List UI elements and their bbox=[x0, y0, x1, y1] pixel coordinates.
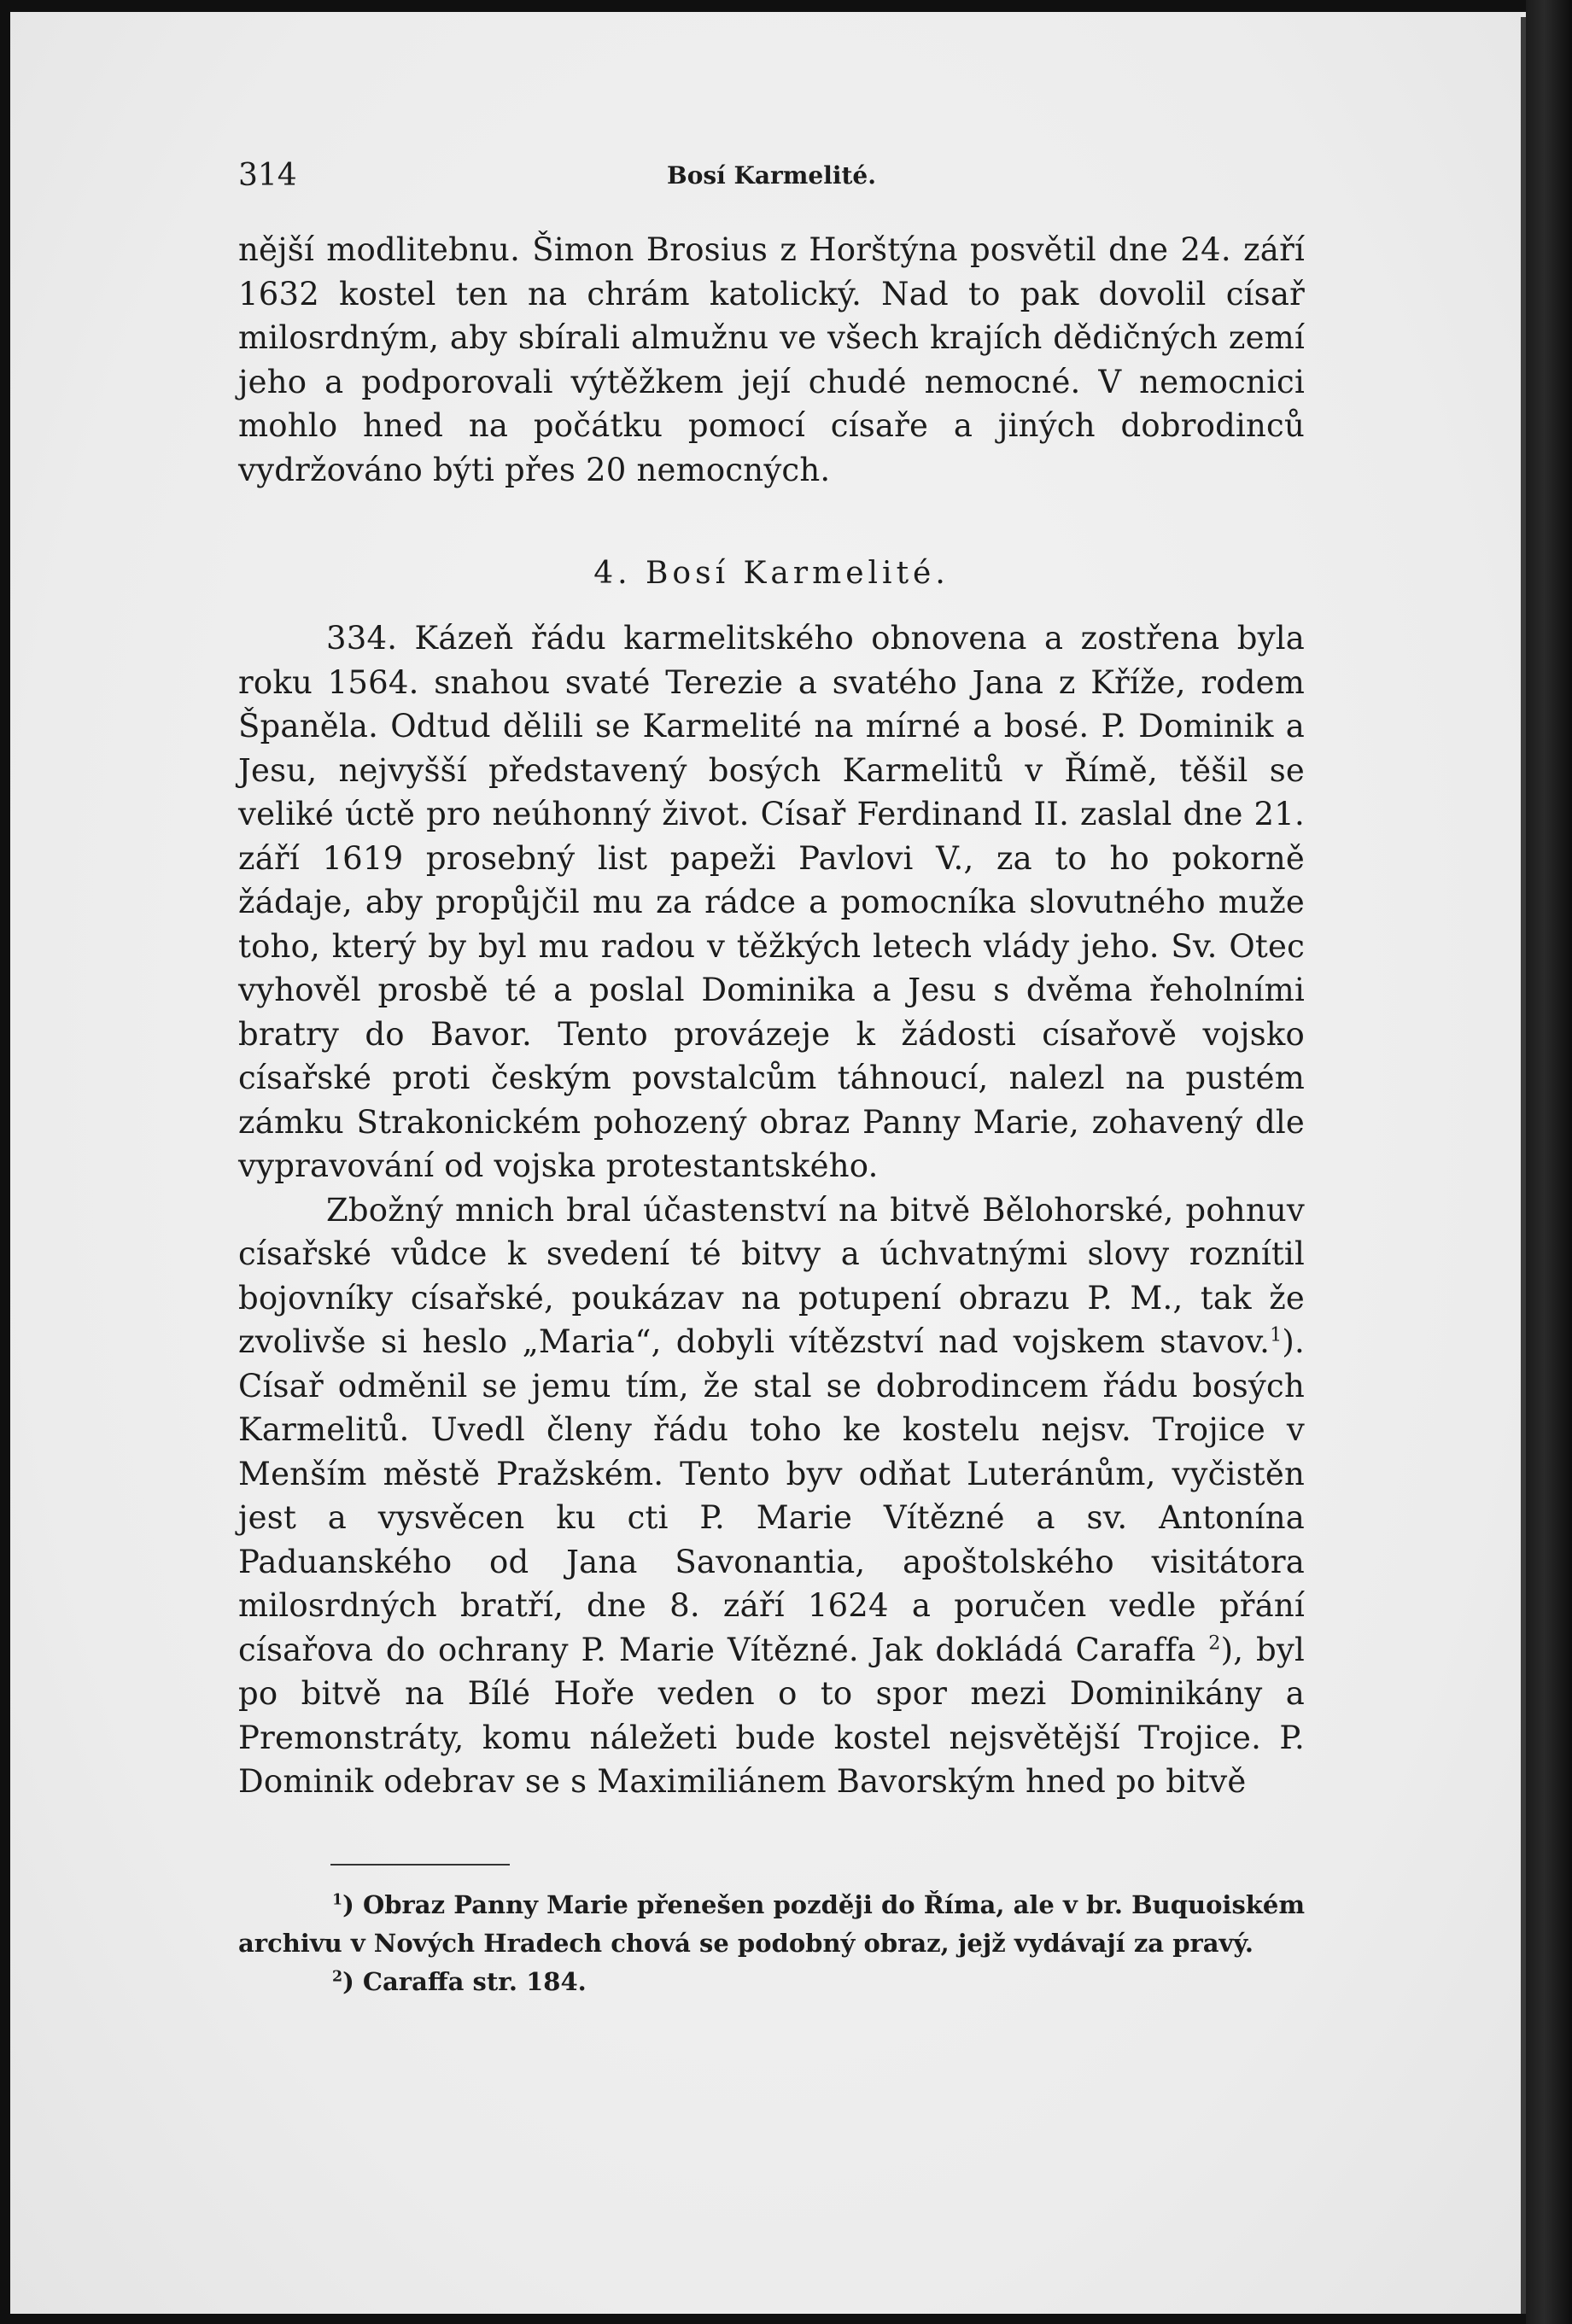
body-text bbox=[238, 228, 1305, 1804]
paragraph-3 bbox=[238, 1188, 1305, 1804]
paragraph-3-part-1: Zbožný mnich bral účastenství na bitvě Bělohorské, pohnuv císařské vůdce k svedení té bitvy a úchvatnými slovy roznítil bojovníky císařské, poukázav na potupení obrazu P. M., tak že zvolivše si heslo „Maria“, dobyli vítězství nad vojskem stavov. bbox=[238, 1191, 1305, 1360]
footnote-1-marker: 1 bbox=[332, 1890, 343, 1908]
section-title: 4. Bosí Karmelité. bbox=[593, 556, 950, 591]
running-head: Bosí Karmelité. bbox=[667, 161, 876, 190]
book-spine bbox=[1526, 0, 1572, 2324]
footnote-2 bbox=[238, 1963, 1305, 2001]
paragraph-2: 334. Kázeň řádu karmelitského obnovena a zostřena byla roku 1564. snahou svaté Terezie a svatého Jana z Kříže, rodem Španěla. Odtud dělili se Karmelité na mírné a bosé. P. Dominik a Jesu, nejvyšší představený bosých Karmelitů v Římě, těšil se veliké úctě pro neúhonný život. Císař Ferdinand II. zaslal dne 21. září 1619 prosebný list papeži Pavlovi V., za to ho pokorně žádaje, aby propůjčil mu za rádce a pomocníka slovutného muže toho, který by byl mu radou v těžkých letech vlády jeho. Sv. Otec vyhověl prosbě té a poslal Dominika a Jesu s dvěma řeholními bratry do Bavor. Tento provázeje k žádosti císařově vojsko císařské proti českým povstalcům táhnoucí, nalezl na pustém zámku Strakonickém pohozený obraz Panny Marie, zohavený dle vypravování od vojska protestantského. bbox=[238, 620, 1305, 1184]
footnote-1 bbox=[238, 1886, 1305, 1963]
footnote-2-text: ) Caraffa str. 184. bbox=[342, 1966, 587, 1996]
paragraph-3-part-2: ). Císař odměnil se jemu tím, že stal se dobrodincem řádu bosých Karmelitů. Uvedl členy řádu toho ke kostelu nejsv. Trojice v Menším městě Pražském. Tento byv odňat Luteránům, vyčistěn jest a vysvěcen ku cti P. Marie Vítězné a sv. Antonína Paduanského od Jana Savonantia, apoštolského visitátora milosrdných bratří, dne 8. září 1624 a poručen vedle přání císařova do ochrany P. Marie Vítězné. Jak dokládá Caraffa bbox=[238, 1323, 1305, 1668]
footnote-1-text: ) Obraz Panny Marie přenešen později do Říma, ale v br. Buquoiském archivu v Nových Hradech chová se podobný obraz, jejž vydávají za pravý. bbox=[238, 1889, 1305, 1958]
page-content bbox=[238, 158, 1305, 2001]
page-number: 314 bbox=[238, 158, 297, 193]
page-header bbox=[238, 158, 1305, 199]
footnote-ref-1: 1 bbox=[1270, 1323, 1283, 1346]
footnote-2-marker: 2 bbox=[332, 1967, 343, 1985]
footnote-divider bbox=[330, 1864, 510, 1866]
footnote-ref-2: 2 bbox=[1208, 1632, 1221, 1655]
footnotes bbox=[238, 1886, 1305, 2001]
paragraph-3-part-3: ), byl po bitvě na Bílé Hoře veden o to spor mezi Dominikány a Premonstráty, komu náležeti bude kostel nejsvětější Trojice. P. Dominik odebrav se s Maximiliánem Bavorským hned po bitvě bbox=[238, 1631, 1305, 1800]
paragraph-1: nější modlitebnu. Šimon Brosius z Horštýna posvětil dne 24. září 1632 kostel ten na chrám katolický. Nad to pak dovolil císař milosrdným, aby sbírali almužnu ve všech krajích dědičných zemí jeho a podporovali výtěžkem její chudé nemocné. V nemocnici mohlo hned na počátku pomocí císaře a jiných dobrodinců vydržováno býti přes 20 nemocných. bbox=[238, 231, 1305, 488]
